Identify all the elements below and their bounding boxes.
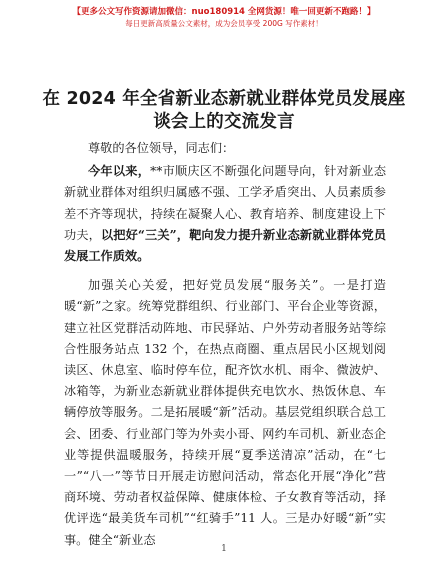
salutation: 尊敬的各位领导，同志们： — [88, 141, 235, 155]
paragraph-2: 加强关心关爱，把好党员发展“服务关”。一是打造暖“新”之家。统筹党群组织、行业部门、平台企业等资源，建立社区党群活动阵地、市民驿站、户外劳动者服务站等综合性服务站点 132 个，在热点商圈、重点居民小区规划阅读区、休息室、临时停车位，配齐饮水机、雨伞、微波炉、冰箱等，为新业态新就业群体提供充电饮水、热饭休息、车辆停放等服务。二是拓展暖“新”活动。基层党组织联合总工会、团委、行业部门等为外卖小哥、网约车司机、新业态企业等提供温暖服务，持续开展“夏季送清凉”活动，在“七一”“八一”等节日开展走访慰问活动，常态化开展“净化”营商环境、劳动者权益保障、健康体检、子女教育等活动，择优评选“最美货车司机”“红骑手”11 人。三是办好暖“新”实事。健全“新业态 — [64, 278, 386, 547]
paragraph-1-lead: 今年以来， — [88, 164, 151, 179]
page-number: 1 — [221, 544, 227, 554]
paragraph-1-text: **市顺庆区不断强化问题导向，针对新业态新就业群体对组织归属感不强、工学矛盾突出、人员素质参差不齐等现状，持续在凝聚人心、教育培养、制度建设上下功夫， — [64, 164, 387, 242]
document-title: 在 2024 年全省新业态新就业群体党员发展座谈会上的交流发言 — [42, 89, 406, 132]
paragraph-1 — [64, 161, 386, 267]
promo-banner — [0, 0, 448, 29]
document-body — [64, 138, 386, 551]
promo-banner-line2: 每日更新高质量公文素材，成为会员享受 200G 写作素材！ — [125, 19, 323, 28]
paragraph-1-emphasis: 以把好“三关”，靶向发力提升新业态新就业群体党员发展工作质效。 — [64, 227, 387, 264]
promo-banner-line1: 【更多公文写作资源请加微信：nuo180914 全网货源！唯一回更新不跑路！】 — [72, 7, 376, 17]
